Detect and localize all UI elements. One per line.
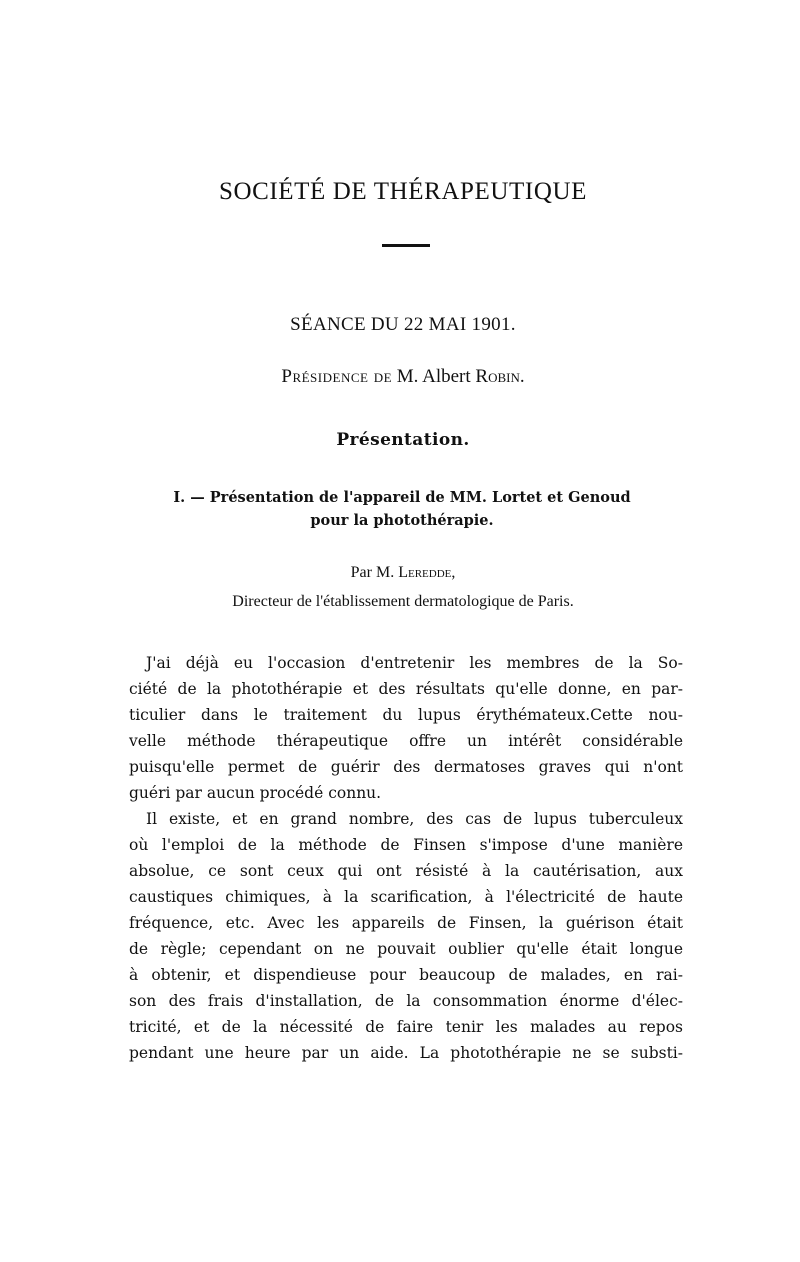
- body-line: à obtenir, et dispendieuse pour beaucoup de malades, en rai-: [129, 966, 683, 984]
- presidence-surname: Robin.: [475, 366, 525, 387]
- body-line: ticulier dans le traitement du lupus érythémateux.Cette nou-: [129, 706, 683, 724]
- item-heading: [132, 486, 672, 532]
- section-heading: Présentation.: [336, 430, 470, 450]
- presidence-name: M. Albert: [396, 366, 471, 387]
- body-line: guéri par aucun procédé connu.: [129, 784, 382, 802]
- author-name: Leredde,: [398, 564, 456, 581]
- body-line: son des frais d'installation, de la consommation énorme d'élec-: [129, 992, 683, 1010]
- body-line: velle méthode thérapeutique offre un intérêt considérable: [129, 732, 683, 750]
- body-line: où l'emploi de la méthode de Finsen s'impose d'une manière: [129, 836, 683, 854]
- item-heading-line-2: pour la photothérapie.: [310, 512, 494, 529]
- session-date: SÉANCE DU 22 MAI 1901.: [290, 314, 516, 335]
- journal-title: SOCIÉTÉ DE THÉRAPEUTIQUE: [218, 178, 588, 205]
- body-line: caustiques chimiques, à la scarification, à l'électricité de haute: [129, 888, 683, 906]
- presidence-prefix: Présidence de: [281, 366, 393, 387]
- body-line: fréquence, etc. Avec les appareils de Finsen, la guérison était: [129, 914, 683, 932]
- author-affiliation: Directeur de l'établissement dermatologique de Paris.: [232, 593, 574, 610]
- presidence-line: [0, 366, 800, 388]
- body-line: de règle; cependant on ne pouvait oublier qu'elle était longue: [129, 940, 683, 958]
- author-prefix: Par M.: [350, 564, 395, 581]
- body-line: pendant une heure par un aide. La photothérapie ne se substi-: [129, 1044, 683, 1062]
- body-line: tricité, et de la nécessité de faire tenir les malades au repos: [129, 1018, 683, 1036]
- body-line: ciété de la photothérapie et des résultats qu'elle donne, en par-: [129, 680, 683, 698]
- body-line: J'ai déjà eu l'occasion d'entretenir les membres de la So-: [146, 654, 683, 672]
- body-line: Il existe, et en grand nombre, des cas de lupus tuberculeux: [146, 810, 683, 828]
- title-divider-rule: [382, 244, 430, 247]
- body-line: absolue, ce sont ceux qui ont résisté à la cautérisation, aux: [129, 862, 683, 880]
- author-line: [0, 564, 800, 582]
- item-heading-line-1: I. — Présentation de l'appareil de MM. Lortet et Genoud: [173, 489, 631, 506]
- body-line: puisqu'elle permet de guérir des dermatoses graves qui n'ont: [129, 758, 683, 776]
